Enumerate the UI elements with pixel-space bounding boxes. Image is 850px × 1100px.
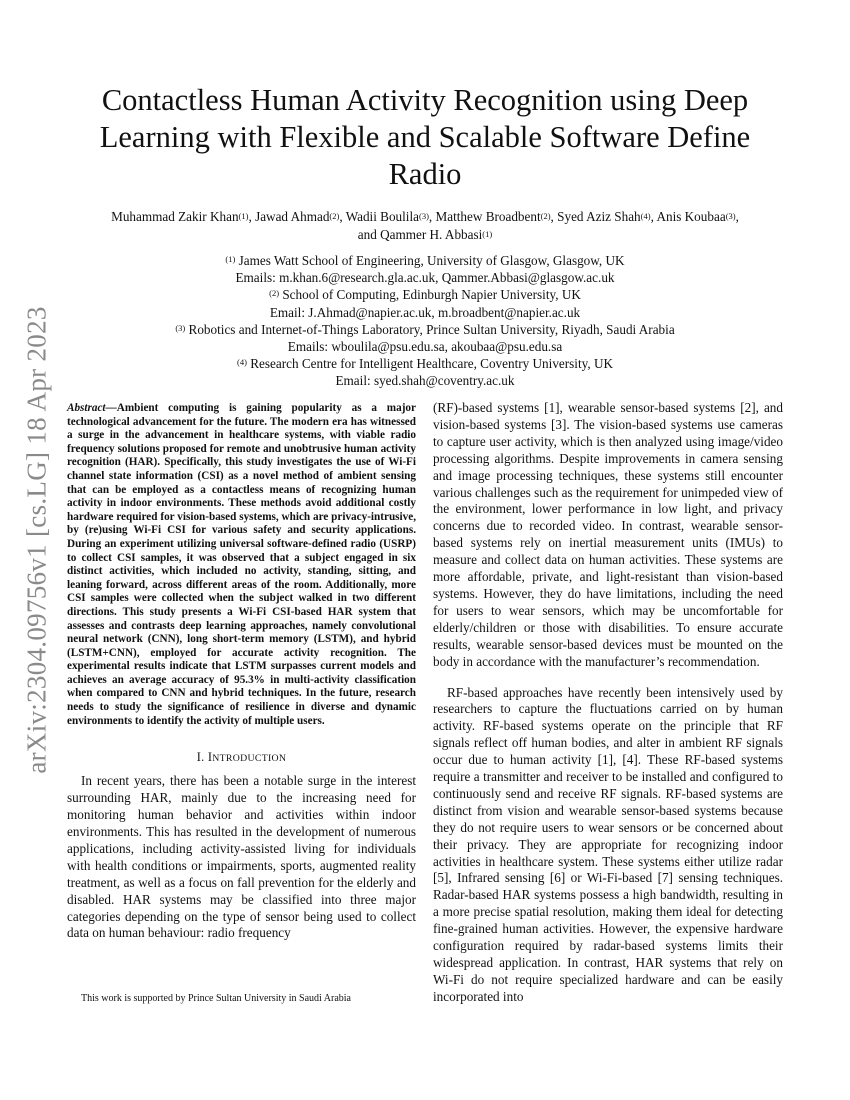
abstract-label: Abstract xyxy=(67,402,106,414)
author-affiliation-mark: (4) xyxy=(640,211,651,221)
arxiv-id-text: arXiv:2304.09756v1 [cs.LG] 18 Apr 2023 xyxy=(21,306,52,774)
affiliation-text: Emails: wboulila@psu.edu.sa, akoubaa@psu.edu.sa xyxy=(287,339,563,355)
affiliation-text: James Watt School of Engineering, University of Glasgow, Glasgow, UK xyxy=(235,253,625,268)
affiliation-mark: (2) xyxy=(269,288,280,299)
author-name: Matthew Broadbent xyxy=(435,209,541,224)
author-affiliation-mark: (1) xyxy=(238,211,249,221)
affiliation-email-line xyxy=(60,338,790,355)
section-title-rest: NTRODUCTION xyxy=(212,753,287,765)
abstract-text: —Ambient computing is gaining popularity as a major technological advancement for the future. The modern era has witnessed a surge in the advancement in healthcare systems, with viable radio frequency solutions proposed for remote and unobtrusive human activity recognition (HAR). Specifically, this study investigates the use of Wi-Fi channel state information (CSI) as a novel method of ambient sensing that can be employed as a contactless means of recognizing human activity in indoor environments. These methods avoid additional costly hardware required for vision-based systems, which are privacy-intrusive, by (re)using Wi-Fi CSI for various safety and security applications. During an experiment utilizing universal software-defined radio (USRP) to collect CSI samples, it was observed that a subject engaged in six distinct activities, which included no activity, standing, sitting, and leaning forward, across different areas of the room. Additionally, more CSI samples were collected when the subject walked in two different directions. This study presents a Wi-Fi CSI-based HAR system that assesses and contrasts deep learning approaches, namely convolutional neural network (CNN), long short-term memory (LSTM), and hybrid (LSTM+CNN), employed for accurate activity recognition. The experimental results indicate that LSTM surpasses current models and achieves an average accuracy of 95.3% in multi-activity classification when compared to CNN and hybrid techniques. In the future, research needs to study the significance of resilience in diverse and dynamic environments to identify the activity of multiple users. xyxy=(67,402,416,727)
author-separator: , xyxy=(550,209,558,224)
affiliation-text: Robotics and Internet-of-Things Laboratory, Prince Sultan University, Riyadh, Saudi Arabia xyxy=(185,321,675,337)
author-separator: , xyxy=(428,209,436,224)
author-list xyxy=(60,208,790,244)
author-name: Jawad Ahmad xyxy=(255,209,330,224)
author-separator: , xyxy=(735,209,739,224)
author-name: Anis Koubaa xyxy=(656,209,726,224)
affiliation-text: Email: J.Ahmad@napier.ac.uk, m.broadbent@napier.ac.uk xyxy=(269,304,581,320)
abstract xyxy=(67,402,416,728)
right-paragraph-1: (RF)-based systems [1], wearable sensor-based systems [2], and vision-based systems [3]. The vision-based systems use cameras to capture user activity, which is then analyzed using image/video processing algorithms. Despite improvements in camera sensing and image processing techniques, these systems still encounter various challenges such as the requirement for unimpeded view of the environment, lower performance in low light, and privacy concerns due to recorded video. In contrast, wearable sensor-based systems rely on inertial measurement units (IMUs) to measure and collect data on human activities. These systems are more affordable, private, and light-resistant than vision-based systems. However, they do have limitations, including the need for users to wear sensors, which may be uncomfortable for elderly/children or those with disabilities. To ensure accurate results, wearable sensor-based devices must be mounted on the body in accordance with the manufacturer’s recommendation. xyxy=(433,400,783,669)
section-number: I. xyxy=(196,750,205,765)
author-affiliation-mark: (2) xyxy=(329,211,340,221)
affiliation-line xyxy=(60,286,790,303)
affiliation-list xyxy=(60,252,790,390)
author-separator: , xyxy=(339,209,346,224)
author-separator: , xyxy=(650,209,657,224)
author-affiliation-mark: (2) xyxy=(540,211,551,221)
affiliation-mark: (3) xyxy=(175,322,186,333)
right-column xyxy=(433,400,783,1006)
paper-title: Contactless Human Activity Recognition using Deep Learning with Flexible and Scalable Software Define Radio xyxy=(99,83,751,191)
affiliation-line xyxy=(60,321,790,338)
section-title-first: I xyxy=(207,750,213,765)
author-affiliation-mark: (1) xyxy=(482,229,493,239)
affiliation-email-line xyxy=(60,372,790,389)
affiliation-email-line xyxy=(60,269,790,286)
affiliation-mark: (1) xyxy=(225,254,236,264)
author-name: Muhammad Zakir Khan xyxy=(111,209,239,224)
affiliation-email-line xyxy=(60,304,790,321)
left-column xyxy=(67,402,416,942)
intro-paragraph-1: In recent years, there has been a notable surge in the interest surrounding HAR, mainly due to the increasing need for monitoring human behavior and activities within indoor environments. This has resulted in the development of numerous applications, including activity-assisted living for individuals with health conditions or impairments, sports, augmented reality treatment, as well as a focus on fall prevention for the elderly and disabled. HAR systems may be classified into three major categories depending on the type of sensor being used to collect data on human behaviour: radio frequency xyxy=(67,773,416,941)
right-paragraph-2: RF-based approaches have recently been intensively used by researchers to capture the fluctuations carried on by human activity. RF-based systems operate on the principle that RF signals reflect off human bodies, and alter in ambient RF signals occur due to human activity [1], [4]. These RF-based systems require a transmitter and receiver to be installed and configured to continuously send and receive RF signals. RF-based systems are distinct from vision and wearable sensor-based systems because they do not require users to wear sensors or be concerned about their privacy. They are appropriate for recognizing indoor activities in healthcare system. These systems either utilize radar [5], Infrared sensing [6] or Wi-Fi-based [7] sensing techniques. Radar-based HAR systems possess a high bandwidth, resulting in a more precise spatial resolution, making them ideal for detecting fine-grained human activities. However, the expensive hardware configuration required by radar-based systems limits their widespread application. In contrast, HAR systems that rely on Wi-Fi do not require specialized hardware and can be easily incorporated into xyxy=(433,684,783,1004)
affiliation-mark: (4) xyxy=(237,357,247,368)
section-heading-introduction xyxy=(67,750,416,765)
affiliation-text: Emails: m.khan.6@research.gla.ac.uk, Qammer.Abbasi@glasgow.ac.uk xyxy=(235,270,615,286)
author-affiliation-mark: (3) xyxy=(419,211,429,221)
arxiv-identifier xyxy=(12,290,62,790)
author-name: Syed Aziz Shah xyxy=(557,209,641,224)
affiliation-text: Email: syed.shah@coventry.ac.uk xyxy=(335,373,515,389)
funding-footnote: This work is supported by Prince Sultan University in Saudi Arabia xyxy=(81,993,351,1004)
author-name: Wadii Boulila xyxy=(345,209,419,224)
affiliation-text: School of Computing, Edinburgh Napier University, UK xyxy=(279,287,581,303)
affiliation-line xyxy=(60,252,790,269)
author-name: and Qammer H. Abbasi xyxy=(357,227,483,242)
author-separator: , xyxy=(248,209,256,224)
affiliation-text: Research Centre for Intelligent Healthcare, Coventry University, UK xyxy=(246,356,613,372)
author-affiliation-mark: (3) xyxy=(725,211,736,221)
affiliation-line xyxy=(60,355,790,372)
